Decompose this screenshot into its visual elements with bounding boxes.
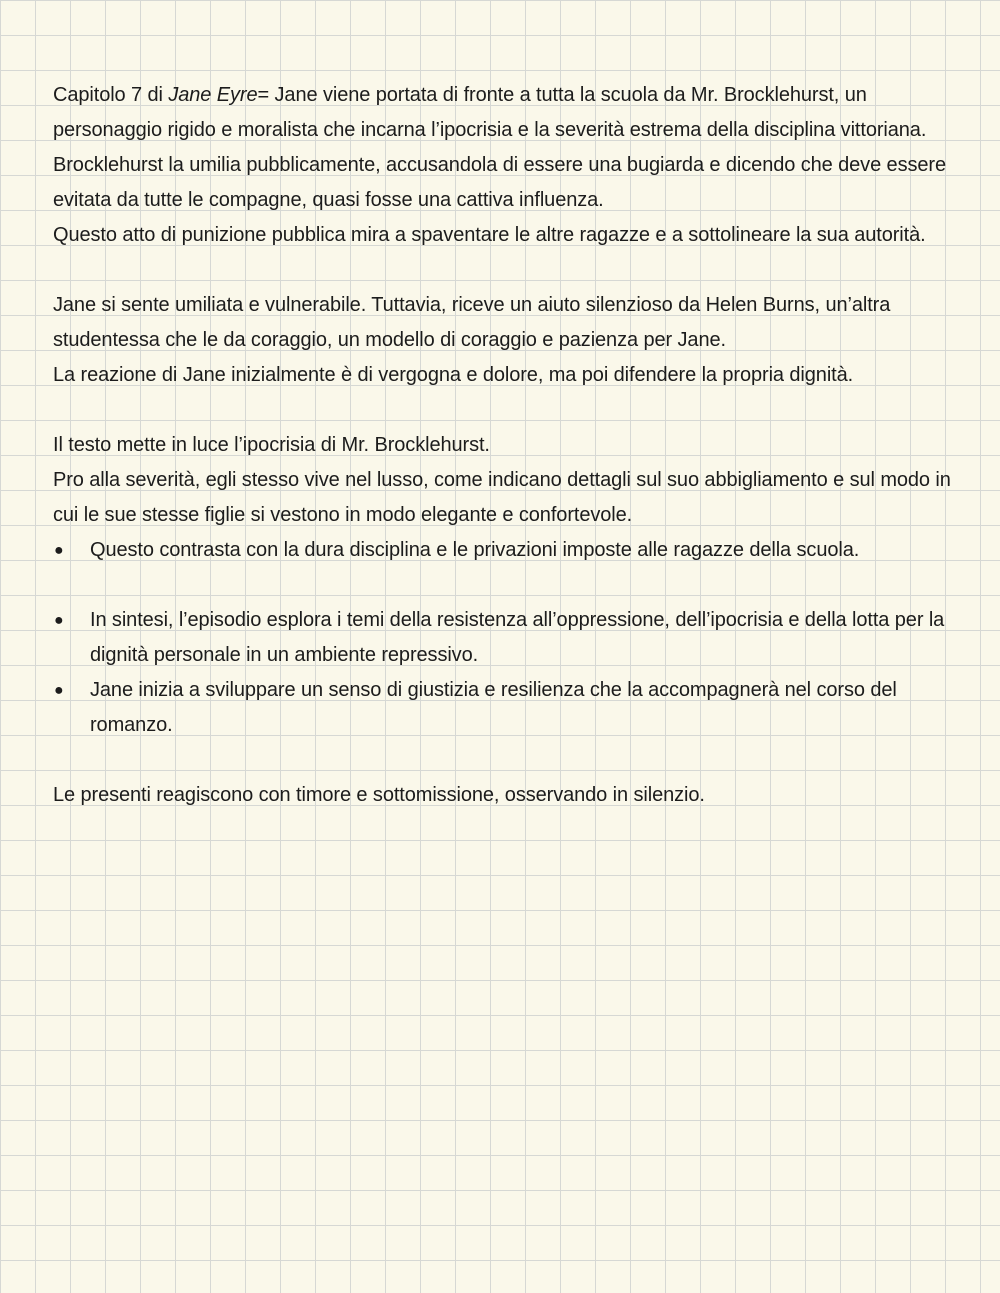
blank-line bbox=[53, 743, 958, 778]
intro-text: = Jane viene portata di fronte a tutta la scuola da Mr. Brocklehurst, un personaggio rigido e moralista che incarna l’ipocrisia e la severità estrema della disciplina vittoriana. bbox=[53, 84, 927, 141]
bullet-item-summary bbox=[53, 603, 958, 673]
bullet-text: Jane inizia a sviluppare un senso di giustizia e resilienza che la accompagnerà nel corso del romanzo. bbox=[90, 679, 897, 736]
paragraph-classmates: Le presenti reagiscono con timore e sottomissione, osservando in silenzio. bbox=[53, 784, 705, 806]
note-page bbox=[53, 78, 958, 813]
bullet-dot-icon: ● bbox=[54, 612, 64, 629]
bullet-item-resilience bbox=[53, 673, 958, 743]
paragraph-punishment: Questo atto di punizione pubblica mira a spaventare le altre ragazze e a sottolineare la sua autorità. bbox=[53, 224, 926, 246]
bullet-item-contrast bbox=[53, 533, 958, 568]
paragraph-luxury: Pro alla severità, egli stesso vive nel lusso, come indicano dettagli sul suo abbigliamento e sul modo in cui le sue stesse figlie si vestono in modo elegante e confortevole. bbox=[53, 469, 951, 526]
blank-line bbox=[53, 253, 958, 288]
bullet-text: Questo contrasta con la dura disciplina e le privazioni imposte alle ragazze della scuola. bbox=[90, 539, 860, 561]
paragraph-hypocrisy: Il testo mette in luce l’ipocrisia di Mr. Brocklehurst. bbox=[53, 434, 490, 456]
blank-line bbox=[53, 393, 958, 428]
bullet-dot-icon: ● bbox=[54, 682, 64, 699]
intro-paragraph bbox=[53, 78, 958, 148]
intro-prefix: Capitolo 7 di bbox=[53, 84, 169, 106]
paragraph-reaction: La reazione di Jane inizialmente è di vergogna e dolore, ma poi difendere la propria dignità. bbox=[53, 364, 854, 386]
blank-line bbox=[53, 568, 958, 603]
bullet-dot-icon: ● bbox=[54, 542, 64, 559]
paragraph-humiliation: Brocklehurst la umilia pubblicamente, accusandola di essere una bugiarda e dicendo che deve essere evitata da tutte le compagne, quasi fosse una cattiva influenza. bbox=[53, 154, 946, 211]
bullet-text: In sintesi, l’episodio esplora i temi della resistenza all’oppressione, dell’ipocrisia e della lotta per la dignità personale in un ambiente repressivo. bbox=[90, 609, 945, 666]
paragraph-helen-burns: Jane si sente umiliata e vulnerabile. Tuttavia, riceve un aiuto silenzioso da Helen Burns, un’altra studentessa che le da coraggio, un modello di coraggio e pazienza per Jane. bbox=[53, 294, 891, 351]
book-title: Jane Eyre bbox=[168, 84, 258, 106]
